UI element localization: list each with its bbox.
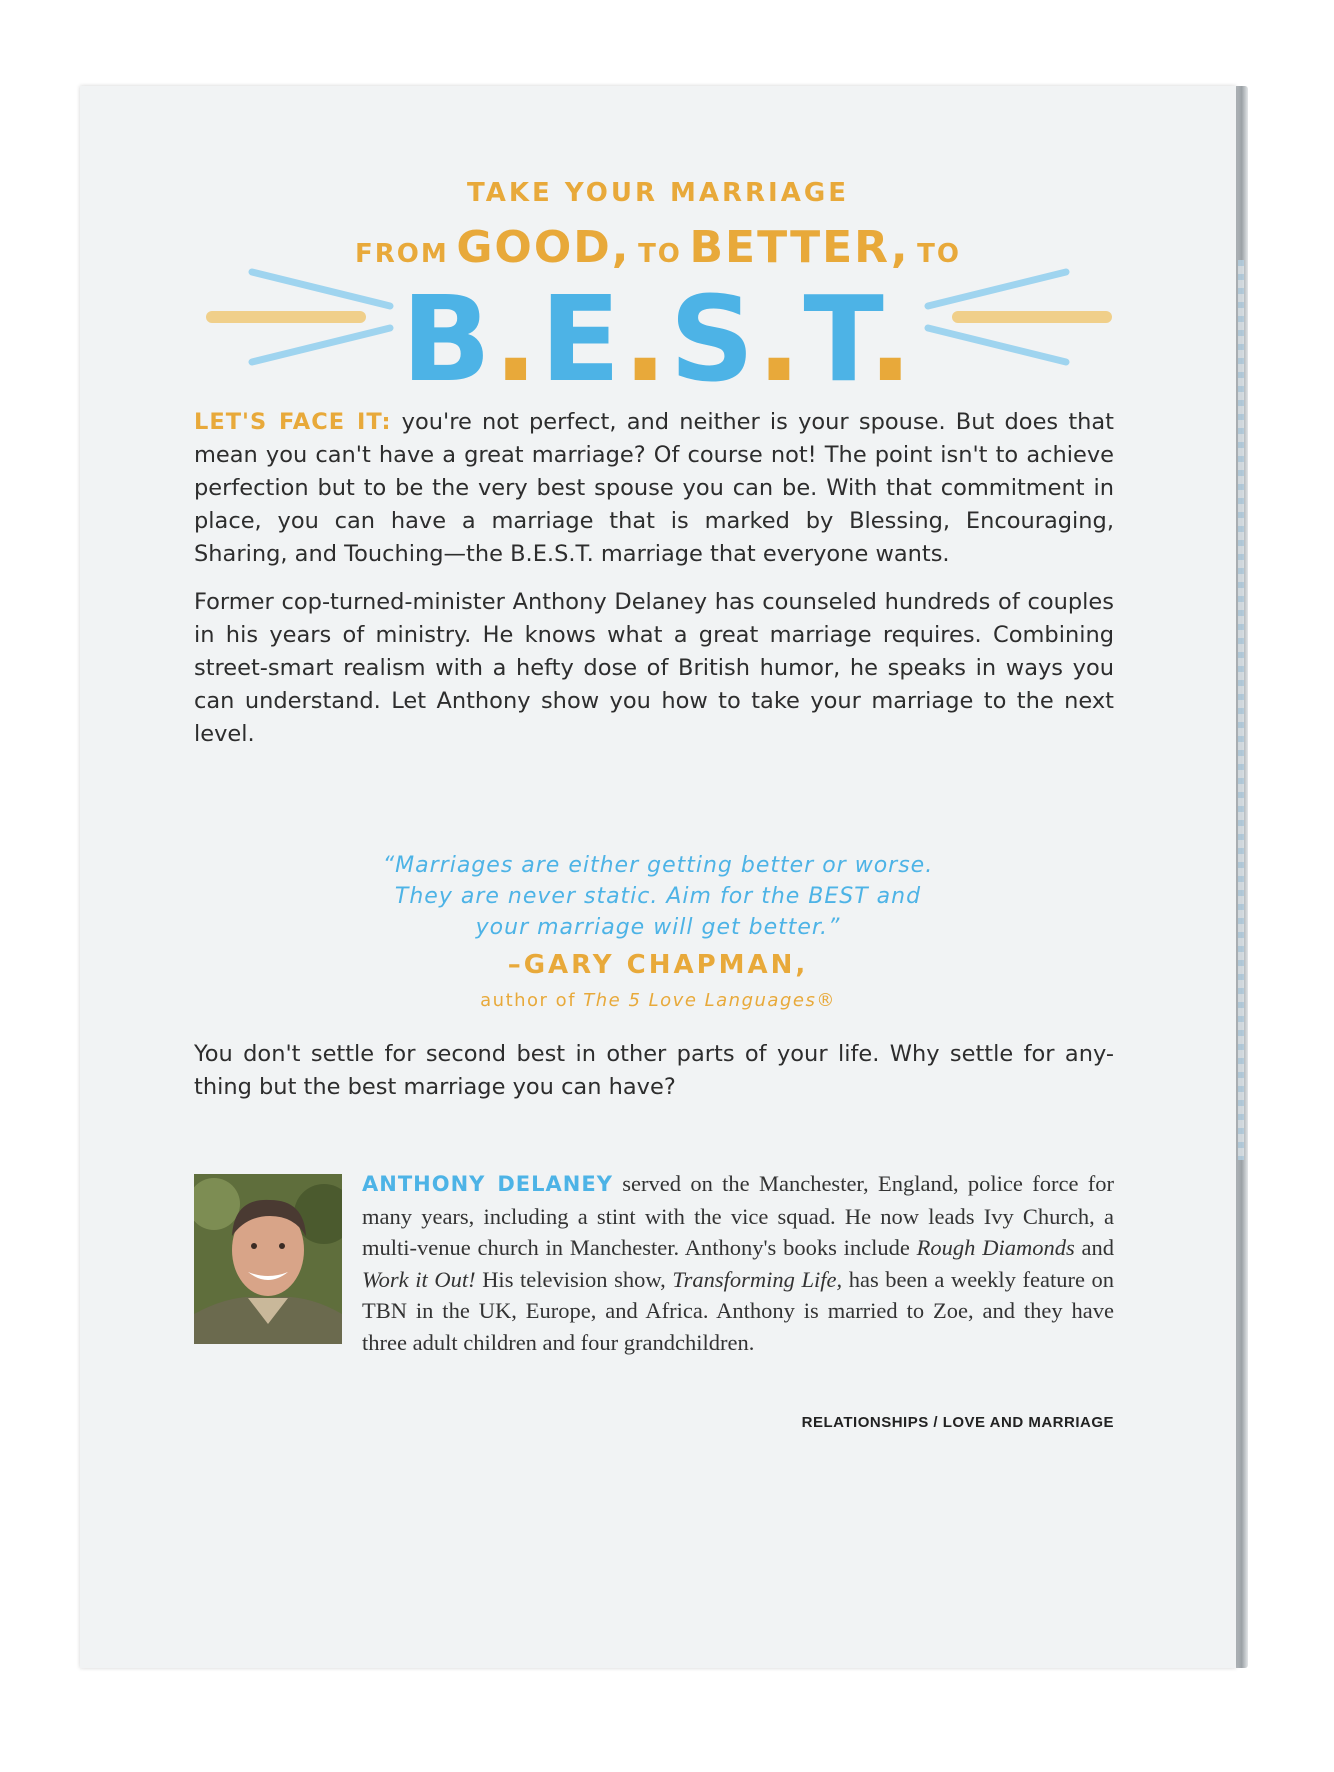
bio-book-2: Work it Out! — [362, 1266, 476, 1292]
bio-author-name: ANTHONY DELANEY — [362, 1172, 613, 1196]
headline-good: GOOD, — [456, 222, 631, 273]
bio-text-b: His television show, — [482, 1266, 666, 1292]
quote-line-1: “Marriages are either getting better or worse. — [382, 853, 934, 878]
title-letter-t: T — [803, 270, 868, 408]
quote-author-role — [80, 990, 1236, 1011]
headline-to-1: TO — [638, 239, 682, 269]
author-photo — [194, 1174, 342, 1344]
bio-book-1: Rough Diamonds — [916, 1235, 1075, 1260]
intro-text: you're not perfect, and neither is your spouse. But does that mean you can't have a great marriage? Of course not! The point isn't to achieve perfection but to be the very best spouse you can be. With that commitment in place, you can have a marriage that is marked by Blessing, Encouraging, Sharing, and Touching—the B.E.S.T. marriage that everyone wants. — [194, 409, 1115, 567]
headline-from: FROM — [354, 239, 449, 269]
title-dot: . — [493, 270, 541, 408]
best-title — [80, 270, 1236, 408]
role-prefix: author of — [480, 990, 577, 1011]
category-label: RELATIONSHIPS / LOVE AND MARRIAGE — [801, 1414, 1114, 1431]
bio-show-title: Transforming Life, — [672, 1266, 843, 1292]
role-book-title: The 5 Love Languages® — [583, 990, 836, 1011]
quote-line-2: They are never static. Aim for the BEST and — [394, 884, 922, 909]
headline-better: BETTER, — [689, 222, 910, 273]
endorsement-quote — [80, 850, 1236, 943]
intro-lead: LET'S FACE IT: — [194, 409, 392, 435]
bio-text-c: has been a weekly feature on TBN in the UK, Europe, and Africa. Anthony is married to Zoe, and they have three adult children and four grandchildren. — [362, 1266, 1115, 1355]
title-letter-s: S — [669, 270, 757, 408]
title-dot: . — [867, 270, 915, 408]
bio-text-a: served on the Manchester, England, police force for many years, including a stint with the vice squad. He now leads Ivy Church, a multi-venue church in Manchester. Anthony's books include — [362, 1171, 1114, 1260]
title-letter-e: E — [540, 270, 623, 408]
author-bio — [362, 1168, 1114, 1358]
title-letter-b: B — [401, 270, 494, 408]
quote-author: –GARY CHAPMAN, — [507, 950, 809, 980]
title-dot: . — [756, 270, 804, 408]
intro-paragraph — [194, 406, 1114, 571]
headline-line-1: TAKE YOUR MARRIAGE — [467, 178, 849, 208]
bio-and: and — [1081, 1235, 1114, 1260]
author-portrait-image — [194, 1174, 342, 1344]
headline-to-2: TO — [917, 239, 962, 269]
closing-paragraph: You don't settle for second best in other parts of your life. Why settle for any-thing but the best marriage you can have? — [194, 1041, 1114, 1100]
author-paragraph: Former cop-turned-minister Anthony Delaney has counseled hundreds of couples in his years of ministry. He knows what a great marriage requires. Combining street-smart realism with a hefty dose of British humor, he speaks in ways you can understand. Let Anthony show you how to take your marriage to the next level. — [194, 589, 1114, 747]
title-dot: . — [622, 270, 670, 408]
quote-line-3: your marriage will get better.” — [475, 915, 841, 940]
spine-edge — [1238, 260, 1244, 1160]
book-back-cover — [80, 86, 1236, 1668]
